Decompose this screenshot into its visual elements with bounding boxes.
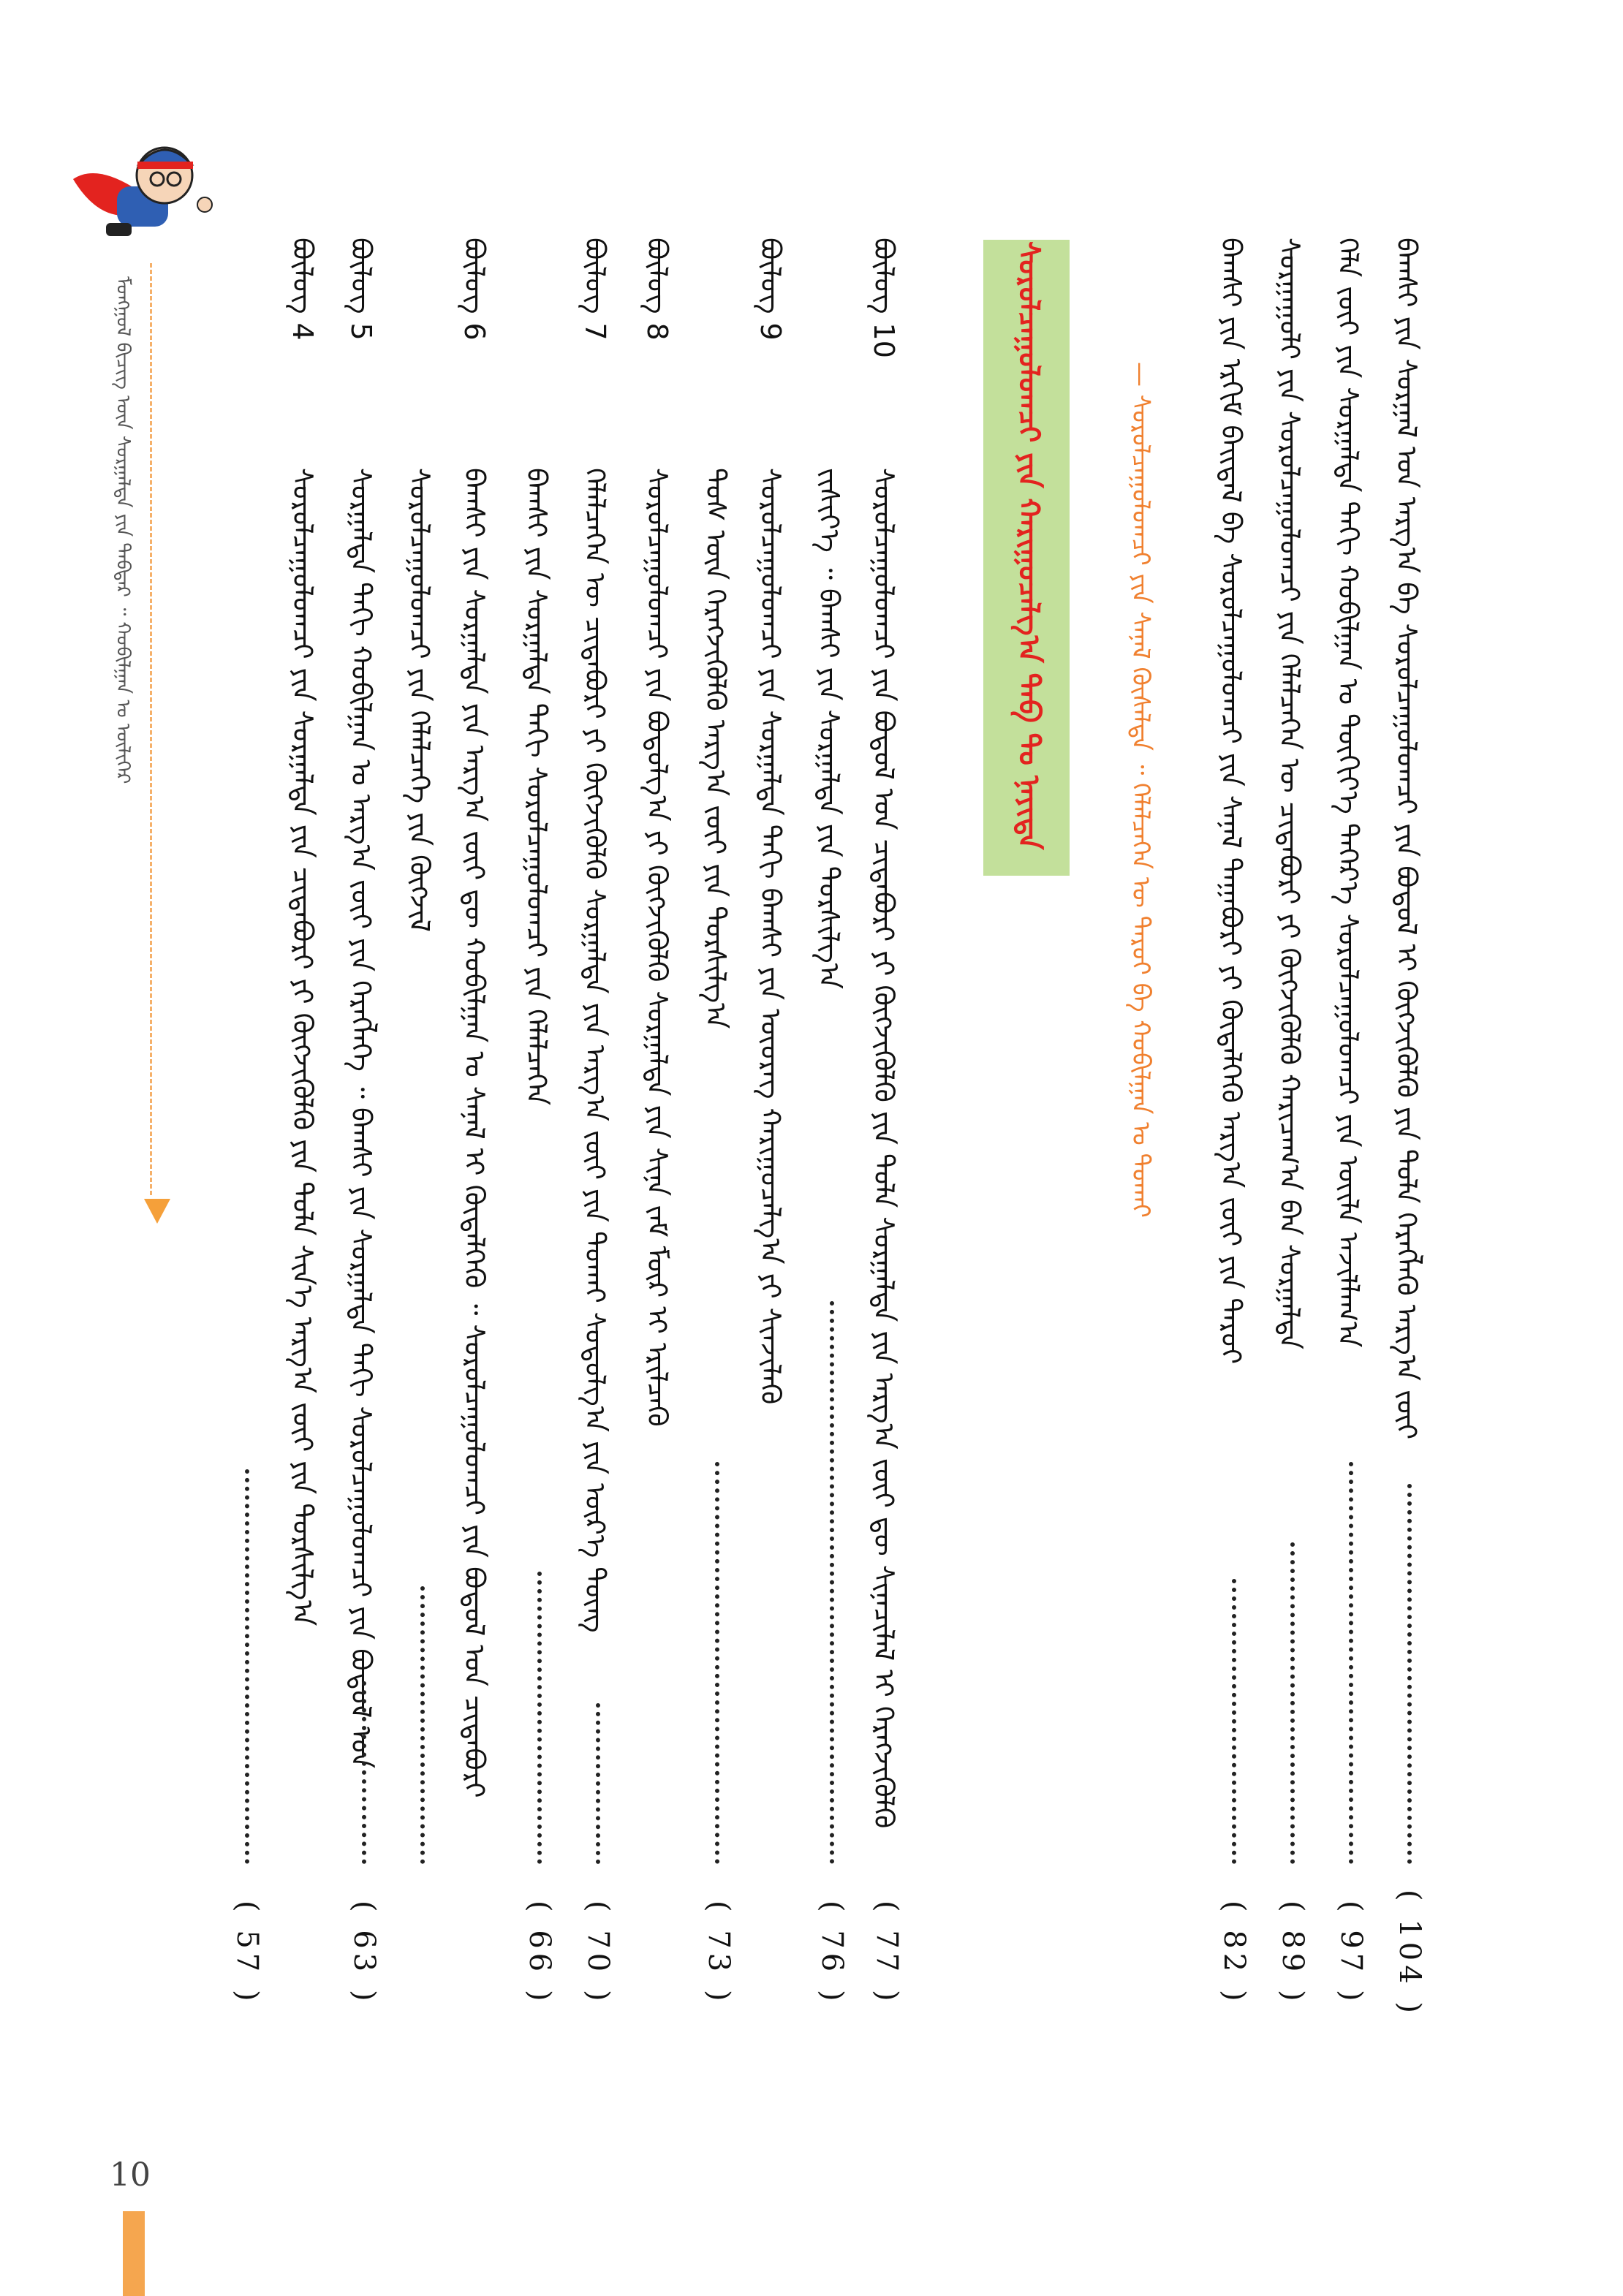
toc-leader-dots <box>596 1703 600 1864</box>
toc-entry-text: ᠪᠠᠭᠰᠢ ᠶᠢᠨ ᠰᠤᠷᠭᠠᠯ ᠤᠨ ᠠᠷᠭ᠎ᠠ ᠪᠠ ᠰᠤᠷᠤᠯᠴᠠᠭᠤᠯᠤᠭᠴᠢ ᠶᠢᠨ ᠪᠤᠳᠤᠯ ᠢ ᠬᠥᠭᠵᠢᠭᠦᠯᠬᠦ ᠶᠢᠨ ᠲᠤᠯᠠ ᠬᠡᠷᠡᠭᠯᠡᠬᠦ ᠠᠷᠭ᠎ᠠ ᠵᠦᠢ <box>1391 238 1423 1440</box>
chapter-page: ( 73 ) <box>702 1901 735 2006</box>
chapter-label: ᠪᠦᠯᠦᠭ 9 <box>754 238 787 341</box>
running-header: ᠮᠣᠩᠭᠣᠯ ᠪᠢᠴᠢᠭ᠌ ᠦᠨ ᠰᠤᠷᠭᠠᠯᠲᠠ ᠶᠢᠨ ᠳᠡᠪᠲᠡᠷ ᠃ ᠬᠤᠪᠢᠯᠭᠠᠨ ᠤ ᠦᠯᠢᠭᠡᠷ <box>112 276 134 784</box>
chapter-title-line: ᠰᠤᠷᠤᠯᠴᠠᠭᠤᠯᠤᠭᠴᠢ ᠶᠢᠨ ᠪᠤᠳᠤᠯ ᠤᠨ ᠴᠢᠳᠠᠪᠤᠷᠢ ᠶᠢ ᠬᠥᠭᠵᠢᠭᠦᠯᠬᠦ ᠶᠢᠨ ᠲᠤᠯᠠ ᠰᠤᠷᠭᠠᠯᠲᠠ ᠶᠢᠨ ᠠᠷᠭ᠎ᠠ ᠵᠦᠢ ᠳᠦ ᠰᠢᠨᠡᠴᠢᠯᠡᠯ ᠢ ᠬᠡᠷᠡᠭᠵᠢᠭᠦᠯᠬᠦ <box>868 468 900 1829</box>
toc-entry-text: ᠬᠡᠯᠡ ᠵᠦᠢ ᠶᠢᠨ ᠰᠤᠷᠭᠠᠯᠲᠠ ᠳᠠᠬᠢ ᠬᠤᠪᠢᠯᠭᠠᠨ ᠤ ᠲᠦᠬᠢᠶ᠎ᠡ ᠳᠡᠭᠡᠷ᠎ᠡ ᠰᠤᠷᠤᠯᠴᠠᠭᠤᠯᠤᠭᠴᠢ ᠶᠢᠨ ᠦᠢᠯᠡ ᠠᠵᠢᠯᠯᠠᠭ᠎ᠠ <box>1332 238 1364 1348</box>
chapter-title-line: ᠬᠡᠯᠡᠯᠴᠡᠭᠡᠨ ᠦ ᠴᠢᠳᠠᠪᠤᠷᠢ ᠶᠢ ᠬᠥᠭᠵᠢᠭᠦᠯᠬᠦ ᠰᠤᠷᠭᠠᠯᠲᠠ ᠶᠢᠨ ᠠᠷᠭ᠎ᠠ ᠵᠦᠢ ᠶᠢᠨ ᠲᠤᠬᠠᠢ ᠰᠤᠳᠤᠯᠭ᠎ᠠ ᠶᠢᠨ ᠦᠷ᠎ᠡ ᠳᠦᠩ <box>579 468 611 1633</box>
chapter-label: ᠪᠦᠯᠦᠭ 10 <box>868 238 900 358</box>
chapter-page: ( 63 ) <box>347 1901 381 2006</box>
chapter-title-line: ᠪᠠᠭᠰᠢ ᠶᠢᠨ ᠰᠤᠷᠭᠠᠯᠲᠠ ᠳᠠᠬᠢ ᠰᠤᠷᠤᠯᠴᠠᠭᠤᠯᠤᠭᠴᠢ ᠶᠢᠨ ᠬᠡᠯᠡᠯᠴᠡᠭᠡᠨ <box>521 468 553 1106</box>
toc-entry-page: ( 89 ) <box>1276 1901 1309 2006</box>
toc-leader-dots <box>1290 1542 1295 1864</box>
mascot-illustration <box>66 135 216 263</box>
chapter-title-line: ᠰᠤᠷᠭᠠᠯᠲᠠ ᠳᠠᠬᠢ ᠬᠤᠪᠢᠯᠭᠠᠨ ᠤ ᠠᠷᠭ᠎ᠠ ᠵᠦᠢ ᠶᠢᠨ ᠬᠡᠷᠡᠭᠯᠡᠭᠡ ᠃ ᠪᠠᠭᠰᠢ ᠶᠢᠨ ᠰᠤᠷᠭᠠᠯᠲᠠ ᠳᠠᠬᠢ ᠰᠤᠷᠤᠯᠴᠠᠭᠤᠯᠤᠭᠴᠢ ᠶᠢᠨ ᠪᠤᠳᠤᠯ ᠤᠨ <box>345 468 377 1769</box>
chapter-label: ᠪᠦᠯᠦᠭ 6 <box>458 238 491 341</box>
chapter-label: ᠪᠦᠯᠦᠭ 5 <box>345 238 377 341</box>
mascot-hat-band <box>137 162 193 169</box>
chapter-title-line: ᠰᠤᠷᠤᠯᠴᠠᠭᠤᠯᠤᠭᠴᠢ ᠶᠢᠨ ᠰᠤᠷᠭᠠᠯᠲᠠ ᠳᠠᠬᠢ ᠪᠠᠭᠰᠢ ᠶᠢᠨ ᠦᠦᠷᠡᠭ ᠬᠠᠷᠢᠭᠤᠴᠠᠯᠭ᠎ᠠ ᠶᠢ ᠰᠢᠨᠵᠢᠯᠡᠬᠦ <box>754 468 787 1405</box>
toc-leader-dots <box>420 1586 425 1864</box>
chapter-title-line: ᠵᠢᠱᠢᠶ᠎ᠡ ᠃ ᠪᠠᠭᠰᠢ ᠶᠢᠨ ᠰᠤᠷᠭᠠᠯᠲᠠ ᠶᠢᠨ ᠲᠤᠷᠰᠢᠯᠭ᠎ᠠ <box>813 468 845 990</box>
toc-leader-dots <box>1407 1484 1412 1864</box>
toc-entry-text: ᠰᠤᠷᠭᠠᠭᠤᠯᠢ ᠶᠢᠨ ᠰᠤᠷᠤᠯᠴᠠᠭᠤᠯᠤᠭᠴᠢ ᠶᠢᠨ ᠬᠡᠯᠡᠯᠴᠡᠭᠡᠨ ᠦ ᠴᠢᠳᠠᠪᠤᠷᠢ ᠶᠢ ᠬᠥᠭᠵᠢᠭᠦᠯᠬᠦ ᠬᠠᠷᠢᠴᠠᠭ᠎ᠠ ᠪᠠᠨ ᠰᠤᠷᠭᠠᠯᠲᠠ <box>1274 238 1306 1349</box>
toc-leader-dots <box>245 1469 249 1864</box>
chapter-label: ᠪᠦᠯᠦᠭ 4 <box>287 238 319 341</box>
header-dashed-rule <box>150 263 152 1195</box>
toc-leader-dots <box>362 1681 366 1864</box>
chapter-page: ( 77 ) <box>870 1901 904 2006</box>
chapter-title-line: ᠰᠤᠷᠤᠯᠴᠠᠭᠤᠯᠤᠭᠴᠢ ᠶᠢᠨ ᠬᠡᠯᠡᠯᠴᠡᠭᠡ ᠶᠢᠨ ᠬᠥᠭᠵᠢᠯ <box>404 468 436 932</box>
chapter-label: ᠪᠦᠯᠦᠭ 7 <box>579 238 611 341</box>
chapter-title-line: ᠰᠤᠷᠤᠯᠴᠠᠭᠤᠯᠤᠭᠴᠢ ᠶᠢᠨ ᠰᠤᠷᠭᠠᠯᠲᠠ ᠶᠢᠨ ᠴᠢᠳᠠᠪᠤᠷᠢ ᠶᠢ ᠬᠥᠭᠵᠢᠭᠦᠯᠬᠦ ᠶᠢᠨ ᠲᠤᠯᠠ ᠰᠢᠨ᠎ᠡ ᠠᠷᠭ᠎ᠠ ᠵᠦᠢ ᠶᠢᠨ ᠲᠤᠷᠰᠢᠯᠭ᠎ᠠ <box>287 468 319 1626</box>
chapter-page: ( 66 ) <box>523 1901 556 2006</box>
toc-leader-dots <box>1349 1462 1353 1864</box>
toc-leader-dots <box>1232 1579 1236 1864</box>
page-number: 10 <box>110 2156 151 2194</box>
chapter-title-line: ᠲᠤᠰ ᠦᠨ ᠬᠡᠷᠡᠭᠵᠢᠭᠦᠯᠬᠦ ᠠᠷᠭ᠎ᠠ ᠵᠦᠢ ᠶᠢᠨ ᠲᠤᠷᠰᠢᠯᠭ᠎ᠠ <box>700 468 732 1029</box>
toc-entry-page: ( 104 ) <box>1393 1890 1426 2018</box>
toc-entry-page: ( 82 ) <box>1217 1901 1251 2006</box>
header-triangle-marker <box>144 1199 170 1224</box>
page-edge-tab <box>123 2211 145 2296</box>
section-title: ᠰᠤᠷᠤᠯᠴᠠᠭᠤᠯᠤᠭᠴᠢ ᠶᠢᠨ ᠬᠠᠷᠢᠭᠤᠴᠠᠯᠭ᠎ᠠ ᠲᠠᠪ ᠲᠤ ᠨᠡᠶᠢᠲᠡ <box>1012 241 1045 850</box>
chapter-page: ( 57 ) <box>230 1901 264 2006</box>
toc-entry-page: ( 97 ) <box>1334 1901 1368 2006</box>
toc-entry-text: ᠪᠠᠭᠰᠢ ᠶᠢᠨ ᠡᠷᠬᠢᠮ ᠪᠠᠢᠳᠠᠯ ᠪᠠ ᠰᠤᠷᠤᠯᠴᠠᠭᠤᠯᠤᠭᠴᠢ ᠶᠢᠨ ᠰᠠᠨᠠᠯ ᠳᠠᠭᠠᠪᠤᠷᠢ ᠶᠢ ᠬᠥᠳᠡᠯᠭᠡᠬᠦ ᠠᠷᠭ᠎ᠠ ᠵᠦᠢ ᠶᠢᠨ ᠳᠠᠷᠤᠢ <box>1215 238 1247 1365</box>
section-subtitle: — ᠰᠤᠷᠤᠯᠴᠠᠭᠤᠯᠤᠭᠴᠢ ᠶᠢᠨ ᠰᠠᠨᠠᠯ ᠬᠦᠰᠡᠯᠲᠡ ᠃ ᠬᠡᠯᠡᠯᠴᠡᠭᠡᠨ ᠦ ᠳᠠᠷᠤᠢ ᠪᠠ ᠬᠤᠪᠢᠯᠭᠠᠨ ᠤ ᠲᠤᠬᠠᠢ <box>1126 362 1155 1218</box>
chapter-label: ᠪᠦᠯᠦᠭ 8 <box>641 238 673 341</box>
toc-leader-dots <box>537 1572 542 1864</box>
chapter-title-line: ᠰᠤᠷᠤᠯᠴᠠᠭᠤᠯᠤᠭᠴᠢ ᠶᠢᠨ ᠪᠤᠳᠤᠯᠭ᠎ᠠ ᠶᠢ ᠬᠥᠭᠵᠢᠭᠦᠯᠬᠦ ᠰᠤᠷᠭᠠᠯᠲᠠ ᠶᠢᠨ ᠰᠢᠨᠡ ᠵᠠᠮ ᠮᠥᠷ ᠢ ᠡᠷᠢᠯᠴᠡᠬᠦ <box>641 468 673 1427</box>
chapter-page: ( 70 ) <box>581 1901 615 2006</box>
chapter-title-line: ᠪᠠᠭᠰᠢ ᠶᠢᠨ ᠰᠤᠷᠭᠠᠯᠲᠠ ᠶᠢᠨ ᠠᠷᠭ᠎ᠠ ᠵᠦᠢ ᠳᠦ ᠬᠤᠪᠢᠯᠭᠠᠨ ᠤ ᠰᠠᠨᠠᠯ ᠢ ᠬᠥᠳᠡᠯᠭᠡᠬᠦ ᠃ ᠰᠤᠷᠤᠯᠴᠠᠭᠤᠯᠤᠭᠴᠢ ᠶᠢᠨ ᠪᠤᠳᠤᠯ ᠤᠨ ᠴᠢᠳᠠᠪᠤᠷᠢ <box>458 468 491 1798</box>
chapter-page: ( 76 ) <box>815 1901 849 2006</box>
toc-leader-dots <box>830 1301 834 1864</box>
mascot-hand <box>197 197 212 212</box>
mascot-boot <box>106 223 132 236</box>
toc-leader-dots <box>715 1462 719 1864</box>
